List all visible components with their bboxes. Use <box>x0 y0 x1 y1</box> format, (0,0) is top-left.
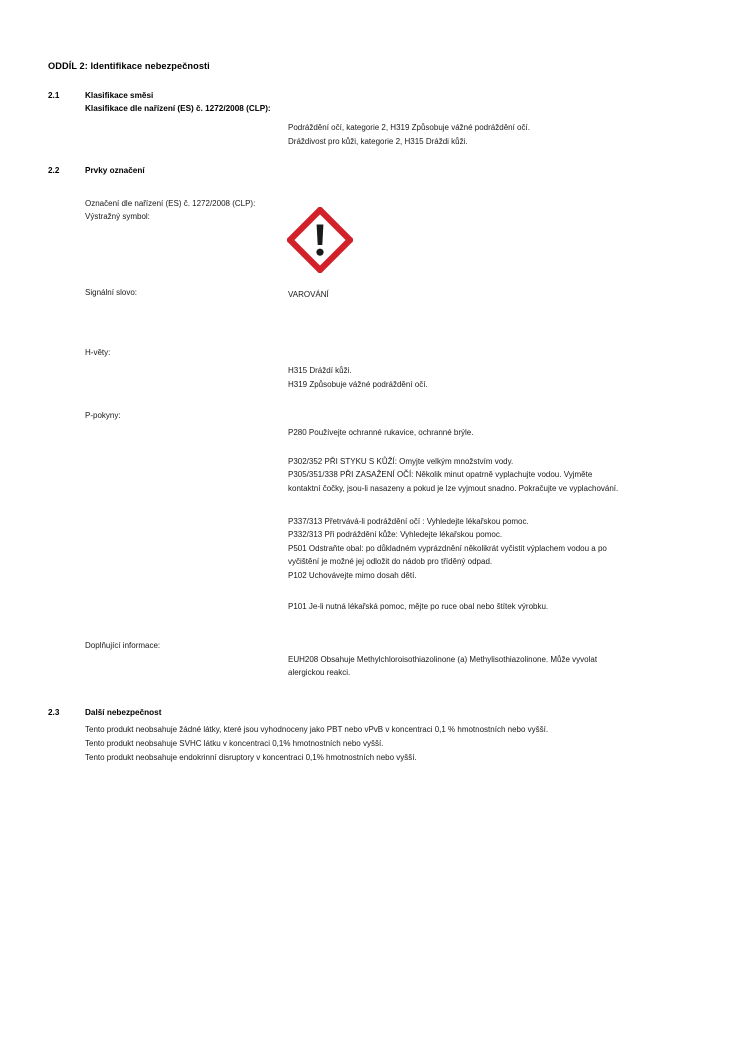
section-number-2-2: 2.2 <box>48 166 60 175</box>
p-statement-p332-313: P332/313 Při podráždění kůže: Vyhledejte lékařskou pomoc. <box>288 530 503 540</box>
section-number-2-1: 2.1 <box>48 91 60 100</box>
other-hazards-line-endocrine-disruptors: Tento produkt neobsahuje endokrinní disruptory v koncentraci 0,1% hmotnostních nebo vyšší. <box>85 753 417 762</box>
classification-regulation-label: Klasifikace dle nařízení (ES) č. 1272/2008 (CLP): <box>85 104 271 113</box>
signal-word-value: VAROVÁNÍ <box>288 290 329 299</box>
p-statements-label: P-pokyny: <box>85 411 121 420</box>
p-statement-p337-313: P337/313 Přetrvává-li podráždění očí : Vyhledejte lékařskou pomoc. <box>288 517 529 526</box>
classification-value-skin-irritation: Dráždivost pro kůži, kategorie 2, H315 Dráždi kůži. <box>288 137 468 146</box>
section-heading-label-elements: Prvky označení <box>85 166 145 175</box>
section-heading-other-hazards: Další nebezpečnost <box>85 708 162 717</box>
p-statement-group-1 <box>288 426 473 439</box>
p-statement-group-3 <box>288 515 607 582</box>
p-statement-group-4 <box>288 600 548 613</box>
p-statement-p501-line1: P501 Odstraňte obal: po důkladném vyprázdnění několikrát vyčistit výplachem vodou a po <box>288 543 607 553</box>
p-statement-p305-351-338-line2: kontaktní čočky, jsou-li nasazeny a pokud je lze vyjmout snadno. Pokračujte ve vyplachování. <box>288 483 619 493</box>
section-number-2-3: 2.3 <box>48 708 60 717</box>
euh208-line2: alergickou reakci. <box>288 668 351 678</box>
p-statement-p280: P280 Používejte ochranné rukavice, ochranné brýle. <box>288 428 474 437</box>
p-statement-p305-351-338-line1: P305/351/338 PŘI ZASAŽENÍ OČÍ: Několik minut opatrně vyplachujte vodou. Vyjměte <box>288 470 593 480</box>
labelling-regulation-label: Označení dle nařízení (ES) č. 1272/2008 (CLP): <box>85 199 256 208</box>
section-heading-classification: Klasifikace směsi <box>85 91 154 100</box>
ghs07-exclamation-mark-icon <box>287 207 353 273</box>
other-hazards-line-svhc: Tento produkt neobsahuje SVHC látku v koncentraci 0,1% hmotnostních nebo vyšší. <box>85 739 384 748</box>
other-hazards-line-pbt-vpvb: Tento produkt neobsahuje žádné látky, které jsou vyhodnoceny jako PBT nebo vPvB v koncentraci 0,1 % hmotnostních nebo vyšší. <box>85 725 549 734</box>
p-statement-group-2 <box>288 455 618 495</box>
additional-information-value <box>288 653 597 680</box>
classification-value-eye-irritation: Podráždění očí, kategorie 2, H319 Způsobuje vážné podráždění očí. <box>288 123 530 132</box>
h-statements-label: H-věty: <box>85 348 111 357</box>
p-statement-p101: P101 Je-li nutná lékařská pomoc, mějte po ruce obal nebo štítek výrobku. <box>288 602 549 611</box>
p-statement-p501-line2: vyčištění je možné jej odložit do nádob pro tříděný odpad. <box>288 557 493 567</box>
p-statement-p102: P102 Uchovávejte mimo dosah dětí. <box>288 570 417 580</box>
signal-word-label: Signální slovo: <box>85 288 138 297</box>
hazard-pictogram-label: Výstražný symbol: <box>85 212 150 221</box>
p-statement-p302-352: P302/352 PŘI STYKU S KŮŽÍ: Omyjte velkým množstvím vody. <box>288 457 514 466</box>
euh208-line1: EUH208 Obsahuje Methylchloroisothiazolinone (a) Methylisothiazolinone. Může vyvolat <box>288 655 598 664</box>
page-title: ODDÍL 2: Identifikace nebezpečnosti <box>48 61 210 71</box>
additional-information-label: Doplňující informace: <box>85 641 161 650</box>
h-statement-h315: H315 Dráždí kůži. <box>288 366 352 375</box>
h-statement-h319: H319 Způsobuje vážné podráždění očí. <box>288 380 428 389</box>
